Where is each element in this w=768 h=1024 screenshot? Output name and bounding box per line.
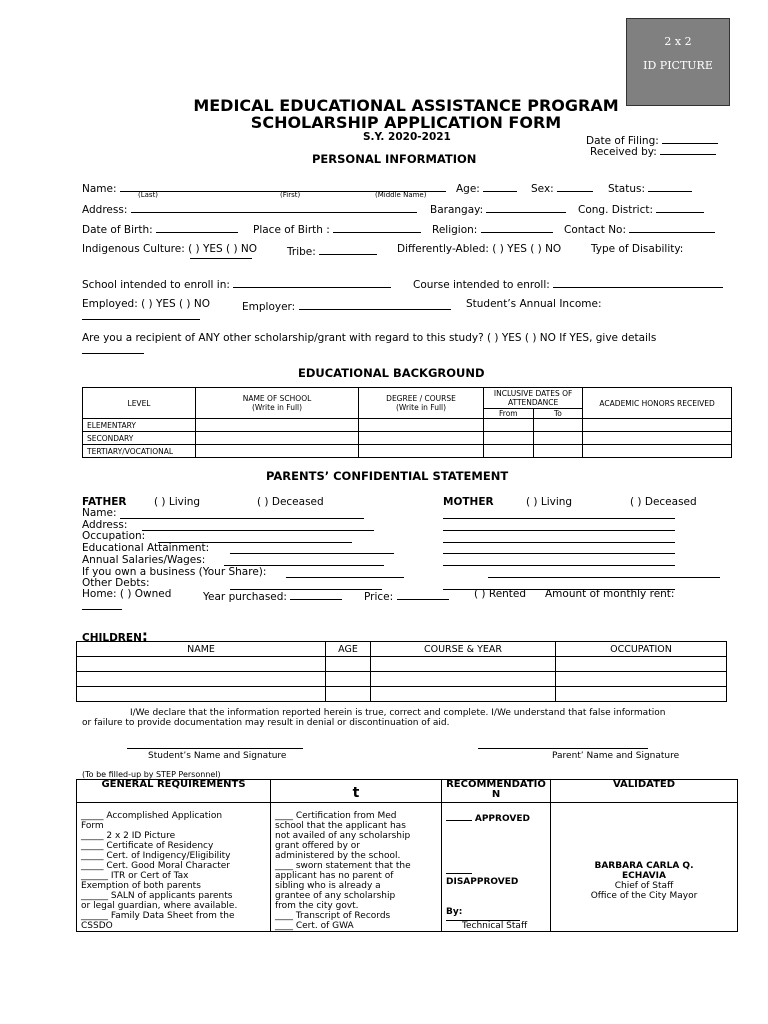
employer-label: Employer: [242,301,296,313]
school-year: S.Y. 2020-2021 [363,131,451,143]
mother-living-option[interactable]: ( ) Living [526,496,573,508]
father-address-line[interactable] [142,530,374,531]
recipient-question[interactable]: Are you a recipient of ANY other scholarship/grant with regard to this study? ( ) YES ( ) NO If YES, give details [82,332,657,344]
level-cell: SECONDARY [83,432,196,445]
parent-name-label: Name: [82,507,117,519]
declaration-line-1: I/We declare that the information reported herein is true, correct and complete. I/We understand that false information [130,708,666,718]
disability-label: Type of Disability: [591,243,684,255]
indigenous-option[interactable]: Indigenous Culture: ( ) YES ( ) NO [82,243,258,255]
student-signature-line[interactable] [127,748,303,749]
parent-education-label: Educational Attainment: [82,542,210,555]
req-item[interactable]: ____ Certification from Med [275,811,397,821]
requirements-table [76,779,738,932]
father-salaries-line[interactable] [224,565,384,566]
sex-label: Sex: [531,183,554,195]
table-row[interactable] [77,687,727,702]
dob-field[interactable] [82,221,238,236]
col-validated: VALIDATED [551,780,738,803]
table-row[interactable] [77,657,727,672]
disapproved-label: DISAPPROVED [446,877,519,887]
father-deceased-option[interactable]: ( ) Deceased [257,496,324,508]
validator-office: Office of the City Mayor [590,891,698,901]
home-owned-option[interactable]: Home: ( ) Owned [82,588,172,600]
level-cell: ELEMENTARY [83,419,196,432]
declaration-line-2: or failure to provide documentation may result in denial or discontinuation of aid. [82,718,450,728]
col-honors: ACADEMIC HONORS RECEIVED [583,388,732,419]
last-hint: (Last) [138,191,159,199]
status-label: Status: [608,183,645,195]
children-heading-colon: : [141,627,148,645]
req-item: not availed of any scholarship [275,831,411,841]
parent-salaries-label: Annual Salaries/Wages: [82,553,206,566]
employer-field[interactable] [242,298,451,313]
children-table [76,641,727,702]
col-school-title: NAME OF SCHOOL [242,394,312,403]
recipient-details-line[interactable] [82,353,144,354]
father-name-line[interactable] [120,518,364,519]
name-label: Name: [82,183,117,195]
tribe-field[interactable] [287,243,377,258]
requirements-left [77,803,271,932]
barangay-label: Barangay: [430,204,484,216]
req-item: Form [81,821,104,831]
approved-option[interactable] [446,811,546,824]
req-item[interactable]: ______ ITR or Cert of Tax [81,871,189,881]
price-field[interactable] [364,588,449,603]
tribe-label: Tribe: [287,246,316,258]
col-child-name: NAME [77,642,326,657]
col-child-occupation: OCCUPATION [556,642,727,657]
father-label: FATHER [82,496,127,508]
validated-cell [551,803,738,932]
mother-salaries-line[interactable] [443,565,675,566]
approved-label: APPROVED [474,814,530,824]
col-degree-title: DEGREE / COURSE [386,394,456,403]
education-heading: EDUCATIONAL BACKGROUND [298,366,485,380]
form-title-2: SCHOLARSHIP APPLICATION FORM [250,113,562,132]
student-signature-label: Student’s Name and Signature [148,751,287,761]
middle-hint: (Middle Name) [375,191,427,199]
id-picture-label: ID PICTURE [643,59,713,72]
col-from: From [484,409,534,418]
disapproved-option[interactable] [446,864,546,887]
children-heading-label: CHILDREN [82,632,142,644]
staff-note: (To be filled-up by STEP Personnel) [82,770,221,779]
parent-field-labels [82,508,266,590]
mother-education-line[interactable] [443,553,675,554]
table-row[interactable] [77,672,727,687]
req-item: from the city govt. [275,901,359,911]
pob-label: Place of Birth : [253,224,330,236]
technical-staff-label: Technical Staff [462,921,528,931]
col-dates-title: INCLUSIVE DATES OF ATTENDANCE [493,388,573,407]
parent-signature-line[interactable] [478,748,648,749]
sex-field[interactable] [531,180,593,195]
req-item: school that the applicant has [275,821,406,831]
address-field[interactable] [82,201,417,216]
contact-label: Contact No: [564,224,627,236]
barangay-field[interactable] [430,201,566,216]
req-item[interactable]: ______ Family Data Sheet from the [81,911,235,921]
col-degree [359,388,484,419]
parent-address-label: Address: [82,518,128,531]
school-field[interactable] [82,276,391,291]
form-title-1: MEDICAL EDUCATIONAL ASSISTANCE PROGRAM [193,96,619,115]
req-item[interactable]: ______ SALN of applicants parents [81,891,233,901]
education-table [82,387,732,458]
validator-title: Chief of Staff [614,881,674,891]
first-hint: (First) [280,191,301,199]
col-child-age: AGE [326,642,371,657]
year-purchased-label: Year purchased: [203,591,287,603]
age-field[interactable] [456,180,517,195]
differently-abled-option[interactable]: Differently-Abled: ( ) YES ( ) NO [397,243,562,255]
req-item: sibling who is already a [275,881,381,891]
parent-debts-label: Other Debts: [82,577,150,590]
income-line[interactable] [82,319,200,320]
req-item[interactable]: _____ Cert. Good Moral Character [81,861,230,871]
req-item[interactable]: ____ Transcript of Records [275,911,391,921]
course-label: Course intended to enroll: [413,279,550,291]
monthly-rent-line[interactable] [82,609,122,610]
req-item: grant offered by or [275,841,360,851]
mother-address-line[interactable] [443,530,675,531]
dob-label: Date of Birth: [82,224,153,236]
req-item: grantee of any scholarship [275,891,396,901]
req-item: applicant has no parent of [275,871,394,881]
received-by[interactable] [590,143,716,158]
year-purchased-field[interactable] [203,588,342,603]
col-dates [484,388,583,419]
contact-field[interactable] [564,221,715,236]
req-item: Exemption of both parents [81,881,201,891]
father-business-line[interactable] [286,577,404,578]
col-school-sub: (Write in Full) [251,403,303,412]
col-blank: t [271,780,442,803]
req-item[interactable]: _____ Cert. of Indigency/Eligibility [81,851,231,861]
religion-field[interactable] [432,221,553,236]
received-by-label: Received by: [590,146,657,158]
by-label: By: [446,907,463,917]
table-row[interactable] [83,432,732,445]
mother-deceased-option[interactable]: ( ) Deceased [630,496,697,508]
req-item: CSSDO [81,921,113,931]
father-living-option[interactable]: ( ) Living [154,496,201,508]
parent-signature-label: Parent’ Name and Signature [552,751,680,761]
father-occupation-line[interactable] [158,542,352,543]
home-rented-option[interactable]: ( ) Rented [474,588,527,600]
employed-option[interactable]: Employed: ( ) YES ( ) NO [82,298,210,310]
monthly-rent-label: Amount of monthly rent: [545,588,675,600]
col-recommendation: RECOMMENDATIO N [442,780,551,803]
validator-name-2: ECHAVIA [622,871,666,881]
parent-business-label: If you own a business (Your Share): [82,565,267,578]
col-degree-sub: (Write in Full) [395,403,447,412]
school-label: School intended to enroll in: [82,279,230,291]
price-label: Price: [364,591,394,603]
age-label: Age: [456,183,480,195]
personal-info-heading: PERSONAL INFORMATION [312,152,477,166]
requirements-middle [271,803,442,932]
pob-field[interactable] [253,221,421,236]
mother-name-line[interactable] [443,518,675,519]
req-item[interactable]: _____ 2 x 2 ID Picture [81,831,176,841]
col-level: LEVEL [83,388,196,419]
id-picture-box [626,18,730,106]
req-item: or legal guardian, where available. [81,901,238,911]
mother-occupation-line[interactable] [443,542,675,543]
address-label: Address: [82,204,128,216]
mother-business-line[interactable] [488,577,720,578]
date-of-filing-label: Date of Filing: [586,135,659,147]
table-row[interactable] [83,445,732,458]
col-to: To [553,408,562,418]
col-child-course: COURSE & YEAR [371,642,556,657]
father-education-line[interactable] [230,553,394,554]
level-cell: TERTIARY/VOCATIONAL [83,445,196,458]
religion-label: Religion: [432,224,478,236]
req-item[interactable]: _____ Accomplished Application [81,811,223,821]
req-item[interactable]: _____ Certificate of Residency [81,841,214,851]
recommendation-cell [442,803,551,932]
req-item: administered by the school. [275,851,401,861]
parents-heading: PARENTS’ CONFIDENTIAL STATEMENT [266,469,509,483]
parent-occupation-label: Occupation: [82,530,146,543]
col-school [196,388,359,419]
disability-line[interactable] [190,258,252,259]
district-field[interactable] [578,201,704,216]
course-field[interactable] [413,276,723,291]
req-item[interactable]: ____ Cert. of GWA [275,921,354,931]
table-row[interactable] [83,419,732,432]
validator-name-1: BARBARA CARLA Q. [594,861,694,871]
mother-label: MOTHER [443,496,494,508]
district-label: Cong. District: [578,204,654,216]
req-item[interactable]: ____ sworn statement that the [275,861,411,871]
col-general-requirements: GENERAL REQUIREMENTS [77,780,271,803]
income-label: Student’s Annual Income: [466,298,602,310]
status-field[interactable] [608,180,692,195]
id-picture-size: 2 x 2 [664,35,692,48]
